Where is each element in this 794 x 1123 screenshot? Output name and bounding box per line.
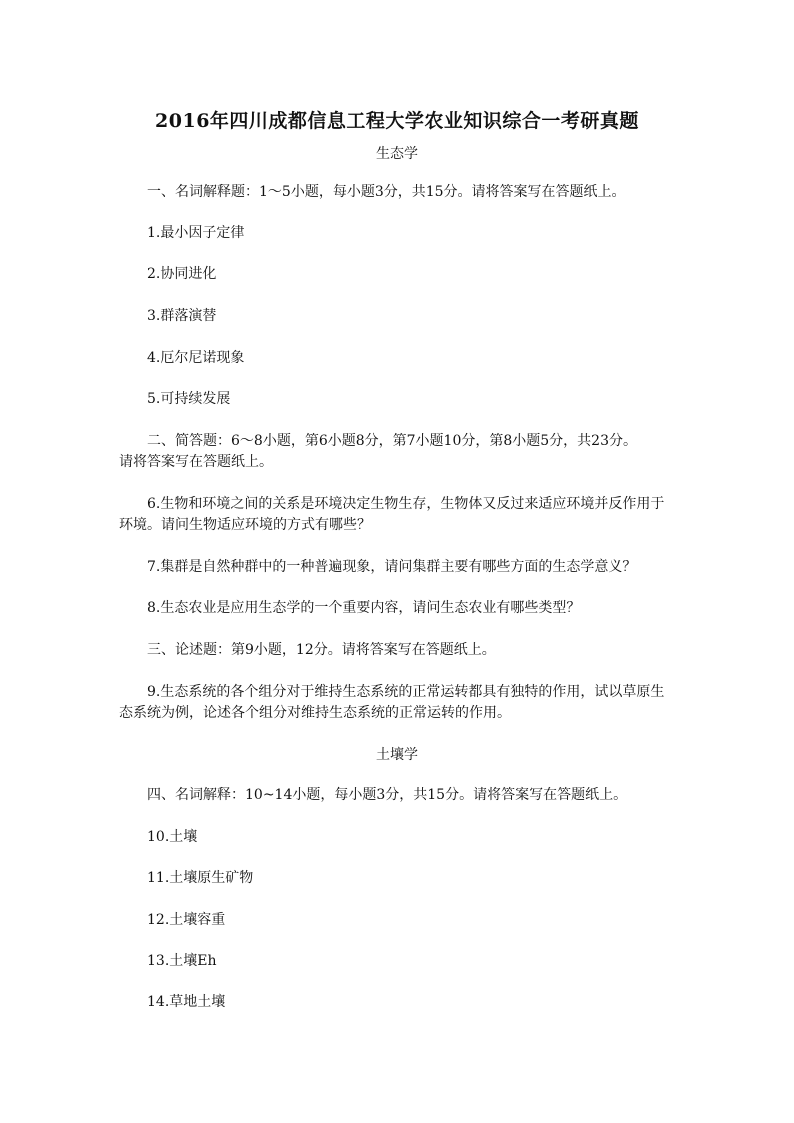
list-item: 11.土壤原生矿物 (147, 870, 254, 886)
list-item: 10.土壤 (147, 829, 198, 845)
part4-instruction: 四、名词解释：10~14小题，每小题3分，共15分。请将答案写在答题纸上。 (147, 787, 628, 803)
part2-instruction-continued: 请将答案写在答题纸上。 (119, 454, 273, 470)
list-item: 4.厄尔尼诺现象 (147, 350, 245, 366)
question-9-continued: 态系统为例，论述各个组分对维持生态系统的正常运转的作用。 (119, 705, 511, 721)
question-6: 6.生物和环境之间的关系是环境决定生物生存，生物体又反过来适应环境并反作用于 (147, 496, 665, 512)
part1-instruction: 一、名词解释题：1～5小题，每小题3分，共15分。请将答案写在答题纸上。 (147, 184, 626, 200)
question-9: 9.生态系统的各个组分对于维持生态系统的正常运转都具有独特的作用，试以草原生 (147, 684, 665, 700)
list-item: 2.协同进化 (147, 266, 217, 282)
list-item: 1.最小因子定律 (147, 225, 245, 241)
list-item: 14.草地土壤 (147, 994, 226, 1010)
part3-instruction: 三、论述题：第9小题，12分。请将答案写在答题纸上。 (147, 642, 496, 658)
list-item: 12.土壤容重 (147, 912, 226, 928)
section-heading-soil: 土壤学 (376, 747, 418, 763)
question-7: 7.集群是自然种群中的一种普遍现象，请问集群主要有哪些方面的生态学意义？ (147, 559, 637, 575)
page-title: 2016年四川成都信息工程大学农业知识综合一考研真题 (155, 110, 639, 132)
list-item: 5.可持续发展 (147, 391, 231, 407)
part2-instruction: 二、简答题：6～8小题，第6小题8分，第7小题10分，第8小题5分，共23分。 (147, 433, 637, 449)
list-item: 3.群落演替 (147, 308, 217, 324)
section-heading-ecology: 生态学 (376, 146, 418, 162)
question-8: 8.生态农业是应用生态学的一个重要内容，请问生态农业有哪些类型？ (147, 600, 581, 616)
list-item: 13.土壤Eh (147, 953, 217, 969)
question-6-continued: 环境。请问生物适应环境的方式有哪些？ (119, 517, 371, 533)
